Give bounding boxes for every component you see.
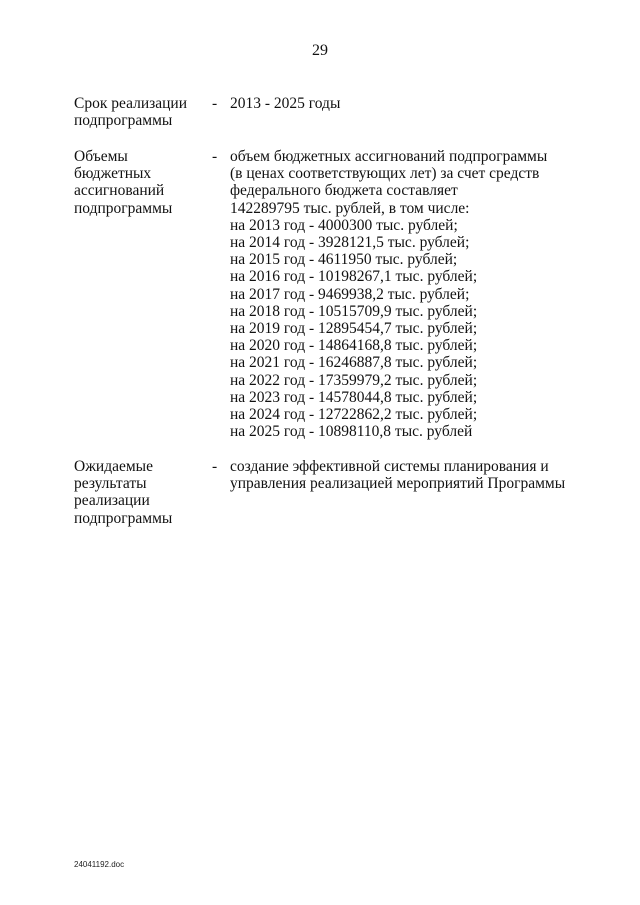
value-line: на 2017 год - 9469938,2 тыс. рублей; [230,285,470,303]
page-number: 29 [312,42,328,59]
dash-separator: - [212,95,218,112]
label-line: результаты [74,475,147,493]
value-line: (в ценах соответствующих лет) за счет средств [230,165,540,183]
value-line: создание эффективной системы планирования и [230,458,549,475]
section-label [74,458,204,527]
label-line: ассигнований [74,182,165,200]
label-line: реализации [74,492,150,510]
value-line: на 2025 год - 10898110,8 тыс. рублей [230,423,473,441]
value-line: объем бюджетных ассигнований подпрограммы [230,148,548,165]
dash-separator: - [212,458,218,475]
value-line: на 2014 год - 3928121,5 тыс. рублей; [230,234,470,252]
dash-separator: - [212,148,218,165]
value-line: на 2019 год - 12895454,7 тыс. рублей; [230,320,478,338]
section-value [230,458,590,492]
value-line: на 2022 год - 17359979,2 тыс. рублей; [230,371,478,389]
value-line: федерального бюджета составляет [230,182,458,200]
section-label [74,95,204,129]
value-line: на 2015 год - 4611950 тыс. рублей; [230,251,458,269]
footer-filename: 24041192.doc [74,860,125,869]
label-line: Срок реализации [74,95,187,112]
value-line: на 2016 год - 10198267,1 тыс. рублей; [230,268,478,286]
section-value [230,95,590,112]
value-line: на 2024 год - 12722862,2 тыс. рублей; [230,406,478,424]
value-line: на 2013 год - 4000300 тыс. рублей; [230,216,458,234]
label-line: бюджетных [74,165,152,183]
section-label [74,148,204,217]
label-line: подпрограммы [74,199,173,217]
label-line: подпрограммы [74,509,173,527]
label-line: Ожидаемые [74,458,153,475]
value-line: управления реализацией мероприятий Программы [230,475,566,493]
value-line: на 2021 год - 16246887,8 тыс. рублей; [230,354,478,372]
value-line: 2013 - 2025 годы [230,95,341,112]
value-line: на 2020 год - 14864168,8 тыс. рублей; [230,337,478,355]
section-value [230,148,590,440]
value-line: на 2018 год - 10515709,9 тыс. рублей; [230,302,478,320]
value-line: на 2023 год - 14578044,8 тыс. рублей; [230,388,478,406]
label-line: Объемы [74,148,128,165]
value-line: 142289795 тыс. рублей, в том числе: [230,199,470,217]
label-line: подпрограммы [74,112,173,130]
